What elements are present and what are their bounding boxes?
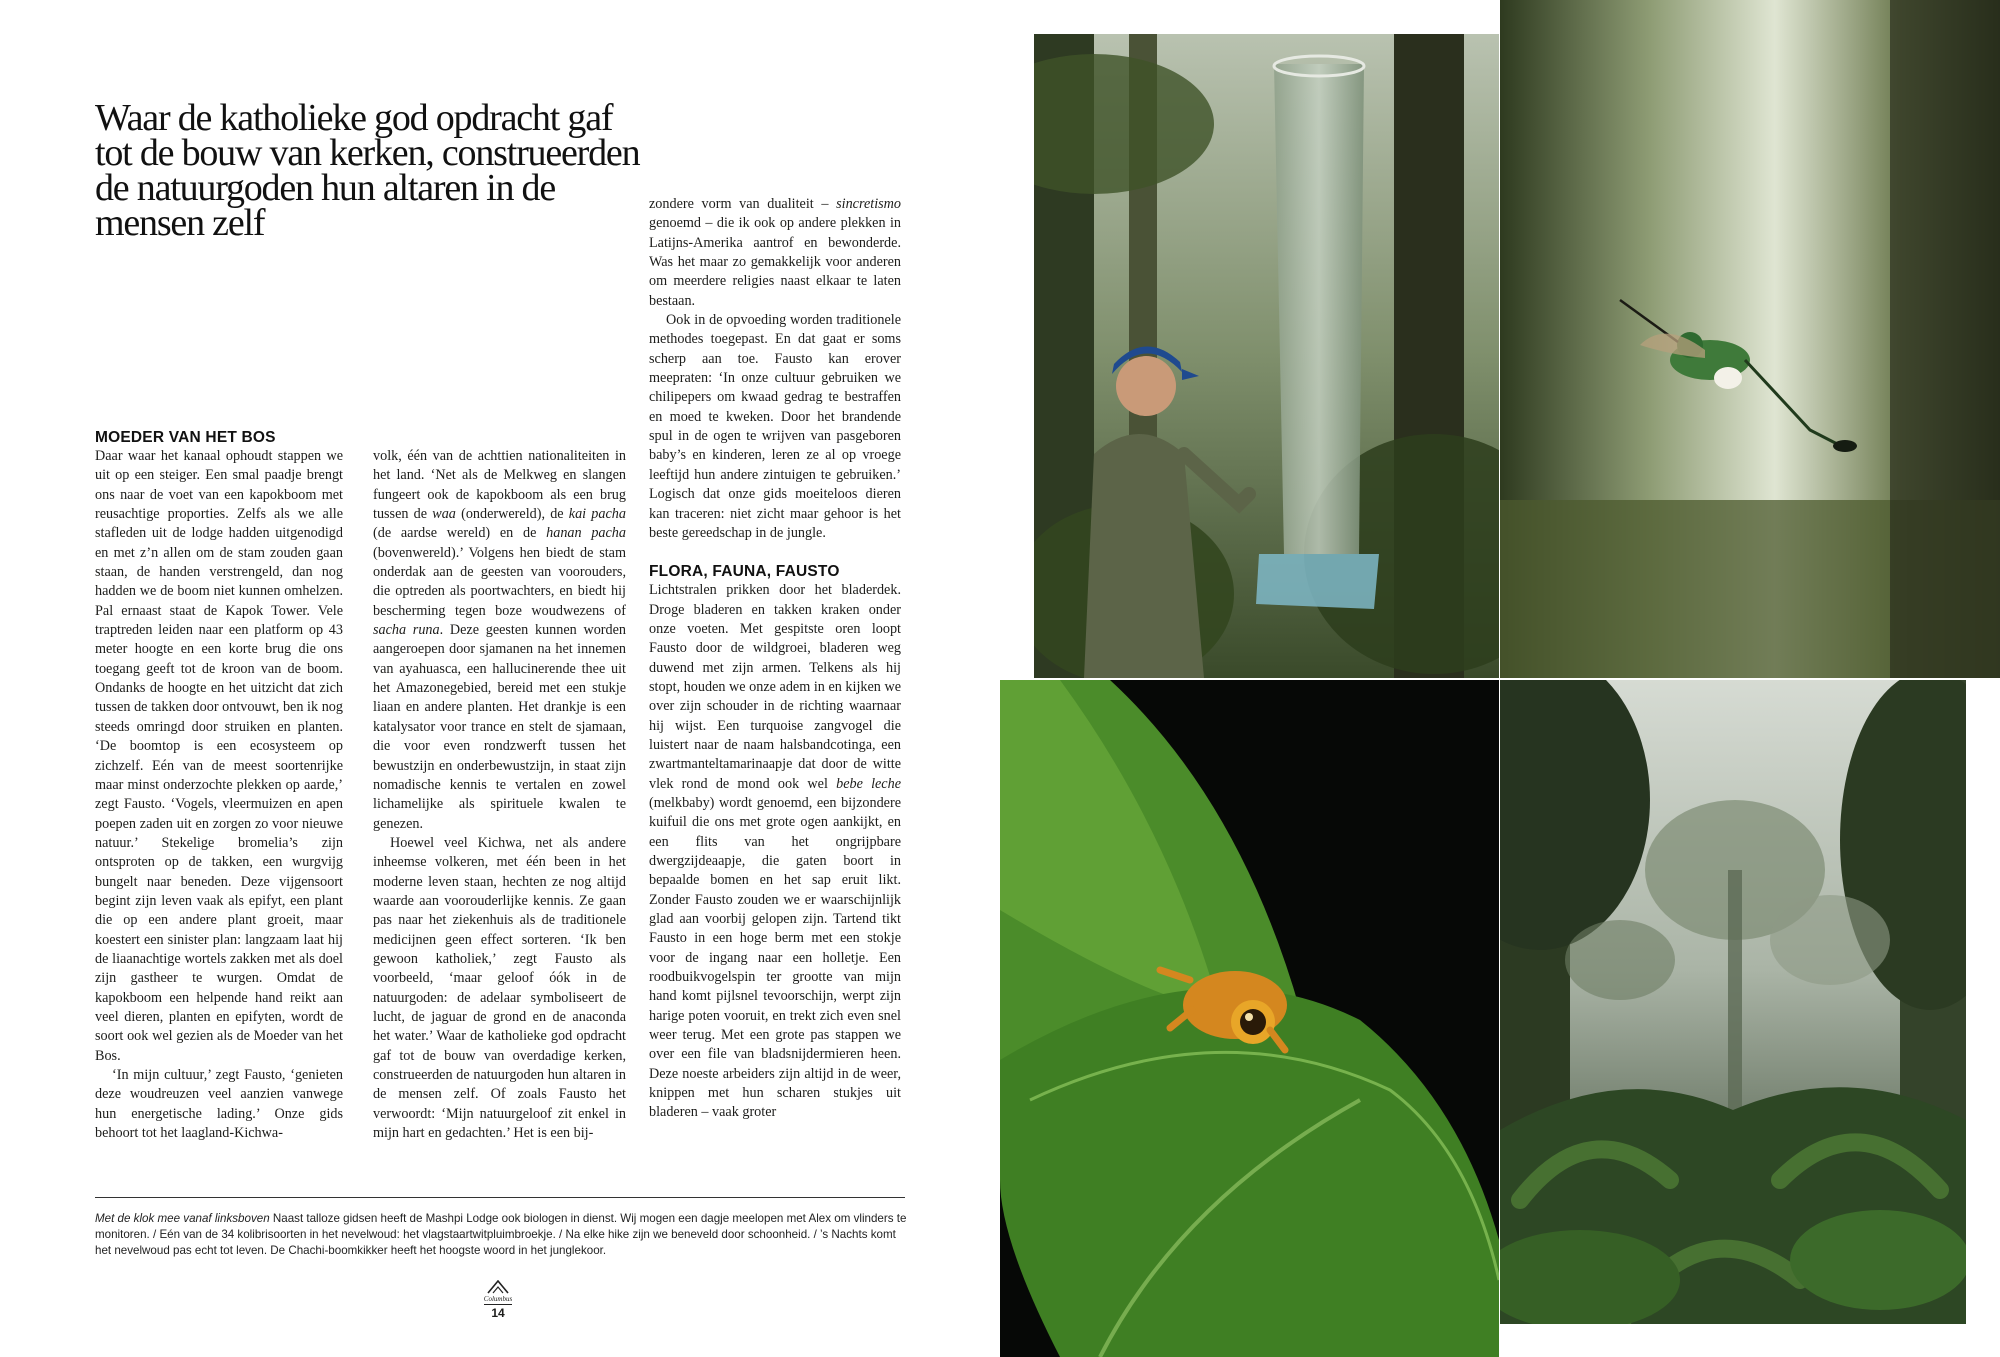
italic-term: waa [432, 506, 456, 523]
italic-term: sacha runa [373, 622, 440, 639]
paragraph: Ook in de opvoeding worden traditionele methodes toegepast. En dat gaat er soms scherp aan toe. Fausto kan erover meepraten: ‘In onze cultuur gebruiken we chilipepers om kwaad gedrag te bestraffen en moed te kweken. Door het brandende spul in de ogen te wrijven van pasgeboren baby’s en kinderen, leren ze al op vroege leeftijd hun andere zintuigen te gebruiken.’ Logisch dat onze gids moeiteloos dieren kan traceren: niet zicht maar gehoor is het beste gereedschap in de jungle. [649, 312, 901, 541]
article-column-3 [649, 195, 901, 1123]
paragraph: ‘In mijn cultuur,’ zegt Fausto, ‘genieten deze woudreuzen veel aanzien vanwege hun energetische lading.’ Onze gids behoort tot het laagland-Kichwa- [95, 1067, 343, 1142]
section-heading-flora: FLORA, FAUNA, FAUSTO [649, 563, 840, 581]
photo-researcher-butterfly-trap [1034, 34, 1499, 678]
page-folio [478, 1280, 518, 1320]
photo-caption: Met de klok mee vanaf linksboven Naast talloze gidsen heeft de Mashpi Lodge ook biologen in dienst. Wij mogen een dagje meelopen met Alex om vlinders te monitoren. / Eén van de 34 kolibrisoorten in het nevelwoud: het vlagstaartwitpluimbroekje. / Na elke hike zijn we beneveld door schoonheid. / ’s Nachts komt het nevelwoud pas echt tot leven. De Chachi-boomkikker heeft het hoogste woord in het junglekoor. [95, 1212, 907, 1257]
photo-chachi-tree-frog [1000, 680, 1499, 1357]
italic-term: kai pacha [568, 506, 626, 523]
italic-term: hanan pacha [546, 525, 626, 542]
paragraph: zondere vorm van dualiteit – sincretismo genoemd – die ik ook op andere plekken in Latijns-Amerika aantrof en bewonderde. Was het maar zo gemakkelijk voor anderen om meerdere religies naast elkaar te laten bestaan. [649, 196, 901, 309]
caption-divider [95, 1197, 905, 1198]
photo-misty-cloud-forest [1500, 680, 1966, 1324]
article-column-2 [373, 447, 626, 1143]
section-heading-moeder: MOEDER VAN HET BOS [95, 429, 276, 446]
paragraph: Lichtstralen prikken door het bladerdek. Droge bladeren en takken kraken onder onze voeten. Met gespitste oren loopt Fausto door de wildgroei, bladeren weg duwend met zijn armen. Telkens als hij stopt, houden we onze adem in en kijken we over zijn schouder in de richting waarnaar hij wijst. Een turquoise zangvogel die luistert naar de naam halsbandcotinga, een zwartmanteltamarinaapje dat door de witte vlek rond de mond ook wel bebe leche (melkbaby) wordt genoemd, een bijzondere kuifuil die ons met grote ogen aankijkt, en een flits van het ongrijpbare dwergzijdeaapje, die gaten boort in bepaalde bomen en het sap eruit likt. Zonder Fausto zouden we er waarschijnlijk glad aan voorbij gelopen zijn. Tartend tikt Fausto in een hoge berm met een stokje voor de ingang naar een holletje. Een roodbuikvogelspin ter grootte van mijn hand komt pijlsnel tevoorschijn, werpt zijn harige poten vooruit, en trekt zich even snel weer terug. Met een grote pas stappen we over een file van bladsnijdermieren heen. Deze noeste arbeiders zijn altijd in de weer, knippen met hun scharen stukjes uit bladeren – vaak groter [649, 582, 901, 1121]
photo-hummingbird [1500, 0, 2000, 678]
article-column-1 [95, 428, 343, 1143]
folio-divider [484, 1304, 512, 1305]
paragraph: Daar waar het kanaal ophoudt stappen we uit op een steiger. Een smal paadje brengt ons naar de voet van een kapokboom met reusachtige proporties. Zelfs als we alle stafleden uit de lodge hadden uitgenodigd en met z’n allen om de stam zouden gaan staan, de handen verstrengeld, dan nog hadden we de boom niet kunnen omhelzen. Pal ernaast staat de Kapok Tower. Vele traptreden leiden naar een platform op 43 meter hoogte en een korte brug die ons toegang geeft tot de kroon van de boom. Ondanks de hoogte en het uitzicht dat zich tussen de takken door ontvouwt, ben ik nog steeds omringd door struiken en planten. ‘De boomtop is een ecosysteem op zichzelf. Eén van de meest soortenrijke maar minst onderzochte plekken op aarde,’ zegt Fausto. ‘Vogels, vleermuizen en apen poepen zaden uit en zorgen zo voor nieuwe natuur.’ Stekelige bromelia’s zijn ontsproten op de takken, een wurgvijg bungelt naar beneden. Deze vijgensoort begint zijn leven vaak als epifyt, een plant die op een andere plant groeit, maar koestert een sinister plan: langzaam laat hij de liaanachtige wortels zakken met als doel zijn gastheer te wurgen. Omdat de kapokboom een helpende hand reikt aan veel dieren, planten en epifyten, wordt de soort ook wel gezien als de Moeder van het Bos. [95, 448, 343, 1064]
columbus-logo-icon [487, 1280, 509, 1294]
paragraph: volk, één van de achttien nationaliteiten in het land. ‘Net als de Melkweg en slangen fungeert ook de kapokboom als een brug tussen de waa (onderwereld), de kai pacha (de aardse wereld) en de hanan pacha (bovenwereld).’ Volgens hen biedt de stam onderdak aan de geesten van voorouders, die optreden als poortwachters, en biedt hij bescherming tegen boze woudwezens of sacha runa. Deze geesten kunnen worden aangeroepen door sjamanen na het innemen van ayahuasca, een hallucinerende thee uit het Amazonegebied, bereid met een stukje liaan en andere planten. Het drankje is een katalysator voor trance en stelt de sjamaan, die voor even rondzwerft tussen het bewustzijn en onderbewustzijn, in staat zijn nomadische kennis te vertalen en zowel lichamelijke als spirituele kwalen te genezen. [373, 448, 627, 832]
italic-term: bebe leche [836, 775, 901, 792]
italic-term: sincretismo [836, 196, 901, 212]
pull-quote: Waar de katholieke god opdracht gaf tot de bouw van kerken, construeerden de natuurgoden hun altaren in de mensen zelf [95, 97, 640, 244]
magazine-brand: Columbus [483, 1295, 513, 1303]
paragraph: Hoewel veel Kichwa, net als andere inheemse volkeren, met één been in het moderne leven staan, hechten ze nog altijd waarde aan voorouderlijke kennis. Ze gaan pas naar het ziekenhuis als de traditionele medicijnen geen effect sorteren. ‘Ik ben gewoon katholiek,’ zegt Fausto als voorbeeld, ‘maar geloof óók in de natuurgoden: de adelaar symboliseert de lucht, de jaguar de grond en de anaconda het water.’ Waar de katholieke god opdracht gaf tot de bouw van overdadige kerken, construeerden de natuurgoden hun altaren in de mensen zelf. Of zoals Fausto het verwoordt: ‘Mijn natuurgeloof zit enkel in mijn hart en gedachten.’ Het is een bij- [373, 834, 626, 1142]
caption-lead: Met de klok mee vanaf linksboven [95, 1212, 270, 1225]
page-number: 14 [491, 1306, 505, 1320]
